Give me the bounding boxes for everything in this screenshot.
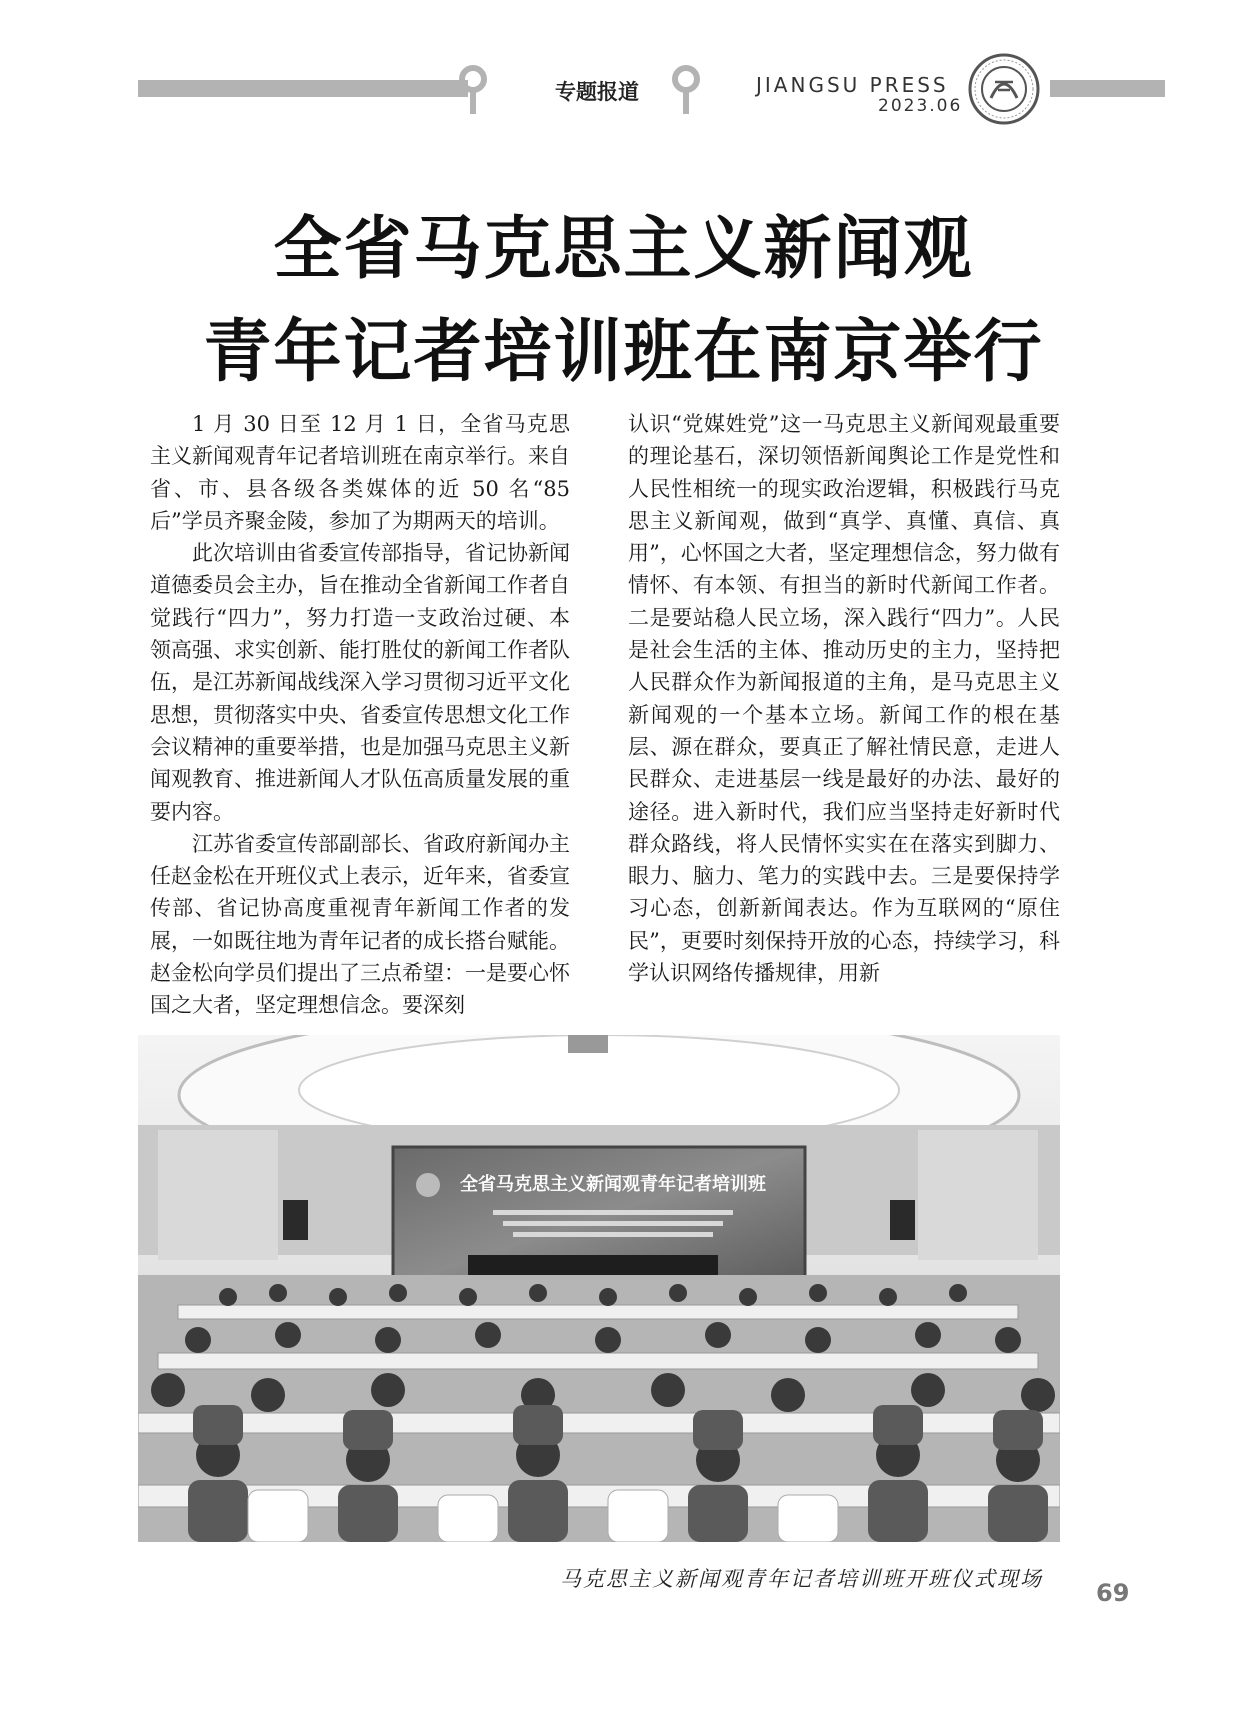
association-seal-logo <box>967 52 1041 126</box>
body-column-left <box>150 408 570 1022</box>
screen-title: 全省马克思主义新闻观青年记者培训班 <box>460 1174 766 1195</box>
body-column-right <box>628 408 1060 989</box>
article-title-line1: 全省马克思主义新闻观 <box>273 210 974 289</box>
paragraph: 认识“党媒姓党”这一马克思主义新闻观最重要的理论基石，深切领悟新闻舆论工作是党性和人民性相统一的现实政治逻辑，积极践行马克思主义新闻观，做到“真学、真懂、真信、真用”，心怀国之大者，坚定理想信念，努力做有情怀、有本领、有担当的新时代新闻工作者。二是要站稳人民立场，深入践行“四力”。人民是社会生活的主体、推动历史的主力，坚持把人民群众作为新闻报道的主角，是马克思主义新闻观的一个基本立场。新闻工作的根在基层、源在群众，要真正了解社情民意，走进人民群众、走进基层一线是最好的办法、最好的途径。进入新时代，我们应当坚持走好新时代群众路线，将人民情怀实实在在落实到脚力、眼力、脑力、笔力的实践中去。三是要保持学习心态，创新新闻表达。作为互联网的“原住民”，更要时刻保持开放的心态，持续学习，科学认识网络传播规律，用新 <box>628 412 1060 986</box>
header-rule-right <box>1050 80 1165 97</box>
page-number: 69 <box>1096 1579 1130 1607</box>
paragraph: 江苏省委宣传部副部长、省政府新闻办主任赵金松在开班仪式上表示，近年来，省委宣传部、省记协高度重视青年新闻工作者的发展，一如既往地为青年记者的成长搭台赋能。赵金松向学员们提出了三点希望：一是要心怀国之大者，坚定理想信念。要深刻 <box>150 831 570 1018</box>
location-pin-icon <box>458 64 488 116</box>
section-label: 专题报道 <box>555 80 639 104</box>
magazine-name: JIANGSU PRESS <box>756 73 949 97</box>
issue-date: 2023.06 <box>878 96 963 116</box>
paragraph: 1 月 30 日至 12 月 1 日，全省马克思主义新闻观青年记者培训班在南京举行。来自省、市、县各级各类媒体的近 50 名“85后”学员齐聚金陵，参加了为期两天的培训。 <box>150 412 570 533</box>
location-pin-icon <box>671 64 701 116</box>
training-session-photo <box>138 1035 1060 1542</box>
photo-caption: 马克思主义新闻观青年记者培训班开班仪式现场 <box>560 1567 1043 1591</box>
paragraph: 此次培训由省委宣传部指导，省记协新闻道德委员会主办，旨在推动全省新闻工作者自觉践行“四力”，努力打造一支政治过硬、本领高强、求实创新、能打胜仗的新闻工作者队伍，是江苏新闻战线深入学习贯彻习近平文化思想，贯彻落实中央、省委宣传思想文化工作会议精神的重要举措，也是加强马克思主义新闻观教育、推进新闻人才队伍高质量发展的重要内容。 <box>150 541 570 824</box>
article-title-line2: 青年记者培训班在南京举行 <box>203 313 1044 392</box>
header-rule-left <box>138 80 468 97</box>
